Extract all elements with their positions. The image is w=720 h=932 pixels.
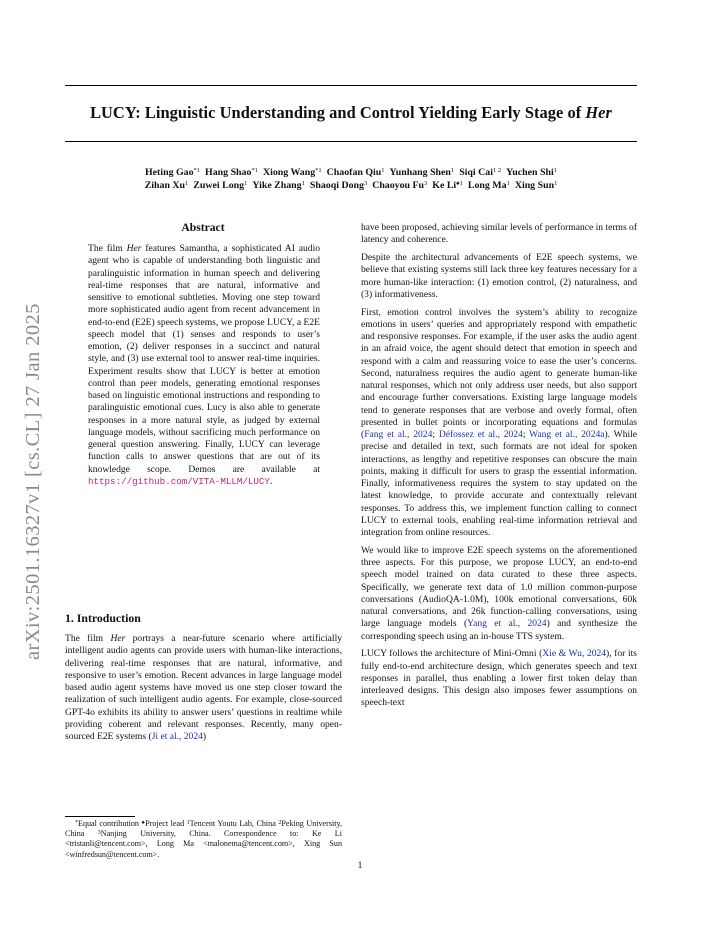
author-affiliation-mark: 1 (553, 167, 557, 174)
author-name-text: Ke Li (432, 180, 457, 191)
page-number: 1 (357, 861, 363, 871)
citation-link[interactable]: Wang et al., 2024a (529, 429, 605, 440)
author-name-text: Long Ma (467, 180, 507, 191)
author-affiliation-mark: 1 (244, 180, 248, 187)
author-name-text: Heting Gao (144, 167, 194, 178)
author-affiliation-mark: *1 (251, 167, 258, 174)
citation-link[interactable]: Ji et al., 2024 (151, 731, 203, 742)
author-name-text: Hang Shao (205, 167, 252, 178)
abstract-heading: Abstract (181, 221, 225, 234)
author-affiliation-mark: ♠1 (456, 180, 463, 187)
author-affiliation-mark: 1 (450, 167, 455, 174)
author-name-text: Zuwei Long (193, 180, 245, 191)
author-name (390, 166, 455, 179)
author-name (145, 179, 189, 192)
author-name (310, 179, 367, 192)
author-name-text: Xiong Wang (262, 167, 316, 178)
author-affiliation-mark: 1 (381, 167, 385, 174)
citation-link[interactable]: Xie & Wu, 2024 (542, 648, 607, 660)
author-affiliation-mark: *1 (193, 167, 201, 174)
author-name (145, 166, 200, 179)
footnote: *Equal contribution ♠Project lead $^1$Tencent Youtu Lab, China $^2$Peking University, China $^3$Nanjing University, China. Correspondence to: Ke Li <tristanli@tencent.com>, Long Ma <malonema@tencent.com>, Xing Sun <winfredsun@tencent.com>. (65, 819, 343, 859)
author-affiliation-mark: 1 (506, 180, 510, 187)
author-name (193, 179, 247, 192)
author-name-text: Siqi Cai (459, 167, 493, 178)
paragraph-features: Despite the architectural advancements of E2E speech systems, we believe that existing systems still lack three key features necessary for a more human-like interaction: (1) emotion control, (2) naturalness, and (3) informativeness. (361, 252, 637, 300)
author-name (263, 166, 322, 179)
top-rule (65, 85, 637, 86)
paper-title: LUCY: Linguistic Understanding and Control Yielding Early Stage of Her (90, 103, 612, 122)
right-column-text (361, 222, 637, 710)
author-name-text: Xing Sun (514, 180, 555, 191)
author-name-text: Chaoyou Fu (372, 180, 425, 191)
demo-link[interactable]: https://github.com/VITA-MLLM/LUCY (88, 475, 270, 487)
author-name (459, 166, 501, 179)
author-name (432, 179, 463, 192)
author-name (515, 179, 558, 192)
author-name (468, 179, 510, 192)
citation-link[interactable]: Fang et al., 2024 (364, 429, 433, 440)
author-affiliation-mark: 3 (363, 180, 368, 187)
paragraph-emotion-control: First, emotion control involves the system’s ability to recognize emotions in users’ queries and appropriately respond with empathetic and responsive responses. For example, if the user asks the audio agent in an afraid voice, the agent should detect that emotion in speech and respond with a calm and reassuring voice to ease the user’s concerns. Second, naturalness requires the audio agent to generate human-like natural responses, which not only address user needs, but also support and encourage further conversations. Existing large language models tend to generate responses that are verbose and overly formal, often presented in bullet points or incorporating equations and formulas (Fang et al., 2024; Défossez et al., 2024; Wang et al., 2024a). While precise and detailed in text, such formats are not ideal for spoken interactions, as lengthy and repetitive responses can obscure the main points, making it difficult for users to grasp the essential information. Finally, informativeness requires the system to stay updated on the latest knowledge, to provide accurate and contextually relevant responses. To address this, we implement function calling to connect LUCY to external tools, enabling real-time information retrieval and integration from online resources. (361, 306, 638, 538)
author-list-line-2 (65, 179, 637, 192)
citation-link[interactable]: Défossez et al., 2024 (438, 429, 523, 440)
citation-link[interactable]: Yang et al., 2024 (467, 618, 547, 630)
author-name (506, 166, 557, 179)
author-affiliation-mark: 1 (301, 180, 305, 187)
introduction-paragraph: The film Her portrays a near-future scenario where artificially intelligent audio agents can provide users with human-like interactions, delivering real-time responses that are natural, informative, and responsive to user’s emotion. Recent advances in large language model based audio agent systems have moved us one step closer toward the realization of such intelligent audio agents. For example, close-sourced GPT-4o exhibits its ability to answer users’ questions in realtime while providing coherent and relevant responses. Recently, many open-sourced E2E systems (Ji et al., 2024) (65, 633, 342, 742)
author-name-text: Yunhang Shen (389, 167, 451, 178)
title-bottom-rule (65, 141, 637, 142)
author-name (205, 166, 258, 179)
section-heading-introduction: 1. Introduction (65, 611, 141, 625)
abstract-text: The film Her features Samantha, a sophisticated AI audio agent who is capable of understanding both linguistic and paralinguistic information in human speech and delivering real-time responses that are natural, informative and sensitive to emotional subtleties. Moving one step toward more sophisticated audio agent from recent advancement in end-to-end (E2E) speech systems, we propose LUCY, a E2E speech model that (1) senses and responds to user’s emotion, (2) deliver responses in a succinct and natural style, and (3) use external tool to answer real-time inquiries. Experiment results show that LUCY is better at emotion control than peer models, generating emotional responses based on linguistic emotional instructions and responding to paralinguistic emotional cues. Lucy is also able to generate responses in a more natural style, as judged by external language models, without sacrificing much performance on general question answering. Finally, LUCY can leverage function calls to answer questions that are out of its knowledge scope. Demos are available at https://github.com/VITA-MLLM/LUCY. (88, 243, 320, 487)
author-affiliation-mark: 1 (185, 180, 189, 187)
footnote-rule (65, 816, 135, 817)
author-name-text: Zihan Xu (144, 180, 186, 191)
author-name-text: Chaofan Qiu (326, 167, 382, 178)
author-list-line-1 (65, 166, 637, 179)
author-affiliation-mark: 3 (424, 180, 428, 187)
author-name (252, 179, 305, 192)
author-affiliation-mark: *1 (315, 167, 322, 174)
author-affiliation-mark: 1 (554, 180, 558, 187)
author-name-text: Yuchen Shi (506, 167, 554, 178)
paragraph-architecture: LUCY follows the architecture of Mini-Omni (Xie & Wu, 2024), for its fully end-to-end architecture design, which generates speech and text responses in parallel, thus enabling a lower first token delay than interleaved designs. This design also imposes fewer assumptions on speech-text (361, 648, 637, 709)
author-name (372, 179, 427, 192)
paragraph-proposal: We would like to improve E2E speech systems on the aforementioned three aspects. For this purpose, we propose LUCY, an end-to-end speech model trained on data curated to these three aspects. Specifically, we generate text data of 1.0 million common-purpose conversations (AudioQA-1.0M), 100k emotional conversations, 60k natural conversations, and 26k function-calling conversations, using large language models (Yang et al., 2024) and synthesize the corresponding speech using an in-house TTS system. (361, 544, 637, 642)
author-name-text: Yike Zhang (252, 180, 302, 191)
paragraph-continuation: have been proposed, achieving similar levels of performance in terms of latency and coherence. (361, 222, 637, 246)
author-name (327, 166, 385, 179)
author-name-text: Shaoqi Dong (309, 180, 364, 191)
author-affiliation-mark: 1 2 (492, 167, 502, 174)
arxiv-identifier[interactable]: arXiv:2501.16327v1 [cs.CL] 27 Jan 2025 (22, 303, 44, 660)
